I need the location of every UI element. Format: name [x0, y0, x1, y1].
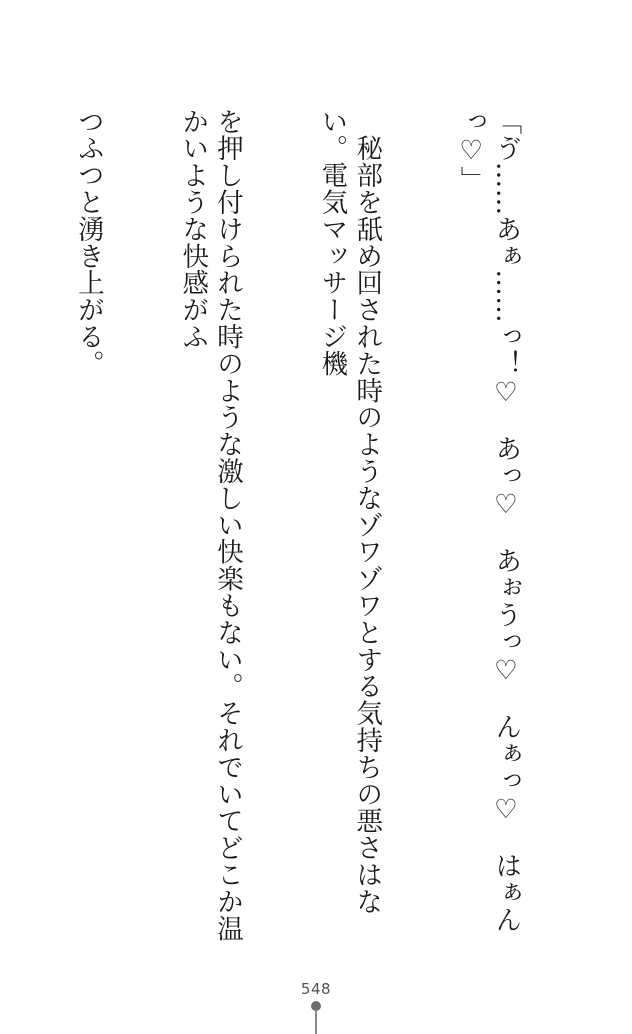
- text-line: 秘部を舐め回された時のようなゾワゾワとする気持ちの悪さはない。電気マッサージ機: [316, 108, 383, 915]
- page-number: 548: [300, 980, 332, 998]
- text-line: を押し付けられた時のような激しい快楽もない。それでいてどこか温かいような快感がふ: [177, 108, 244, 942]
- text-line: つふつと湧き上がる。: [72, 108, 104, 377]
- text-line: 「ゔ……あぁ……っ！♡ あっ♡ あぉうっ♡ んぁっ♡ はぁんっ♡」: [455, 108, 522, 933]
- folio-rule: [315, 1010, 317, 1034]
- vertical-body-text: [0, 108, 592, 958]
